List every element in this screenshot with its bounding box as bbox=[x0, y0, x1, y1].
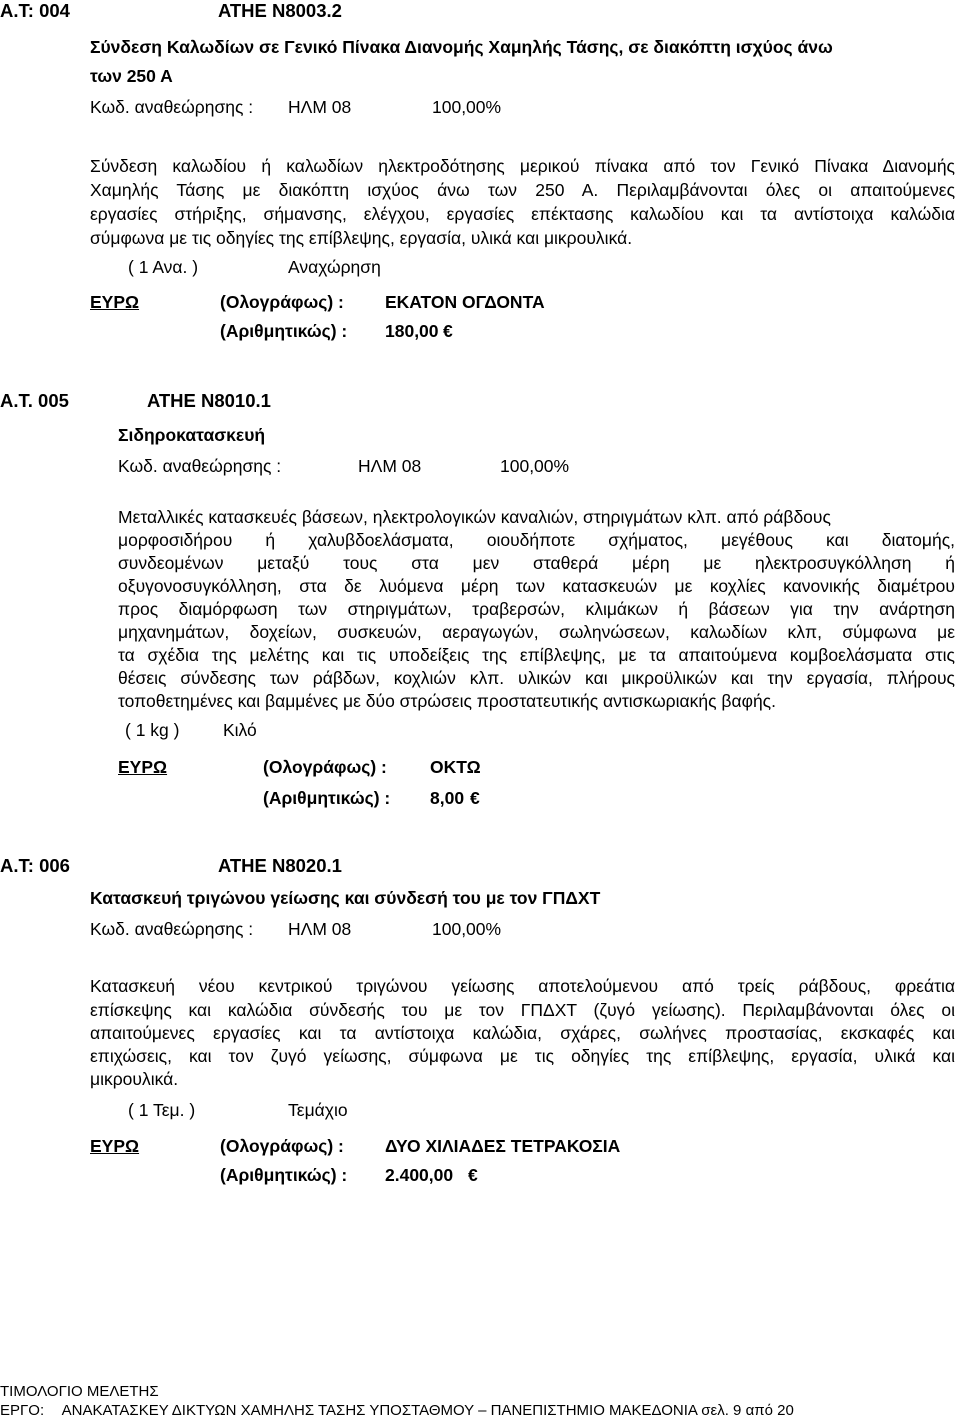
unit-name: Αναχώρηση bbox=[288, 257, 381, 277]
amount-number: 2.400,00 bbox=[385, 1165, 454, 1185]
amount-words: ΔΥΟ ΧΙΛΙΑΔΕΣ ΤΕΤΡΑΚΟΣΙΑ bbox=[385, 1136, 621, 1156]
item-title-line: των 250 Α bbox=[90, 66, 173, 86]
item-title-line: Κατασκευή τριγώνου γείωσης και σύνδεσή του με τον ΓΠΔΧΤ bbox=[90, 888, 601, 908]
currency-label: ΕΥΡΩ bbox=[118, 757, 168, 777]
description-line: Σύνδεση καλωδίου ή καλωδίων ηλεκτροδότησης μερικού πίνακα από τον Γενικό Πίνακα Διανομής bbox=[90, 156, 955, 176]
item-title-line: Σιδηροκατασκευή bbox=[118, 425, 266, 445]
description-line: Μεταλλικές κατασκευές βάσεων, ηλεκτρολογικών καναλιών, στηριγμάτων κλπ. από ράβδους bbox=[118, 507, 831, 527]
amount-words: ΕΚΑΤΟΝ ΟΓΔΟΝΤΑ bbox=[385, 292, 545, 312]
currency-label: ΕΥΡΩ bbox=[90, 292, 140, 312]
item-code: ΑΤΗΕ Ν8010.1 bbox=[147, 390, 271, 411]
amount-words-label: (Ολογράφως) : bbox=[220, 292, 344, 312]
unit-name: Τεμάχιο bbox=[288, 1100, 348, 1120]
description-line: τοποθετημένες και βαμμένες με δύο στρώσεις προστατευτικής αντισκωριακής βαφής. bbox=[118, 691, 776, 711]
footer-document-title: ΤΙΜΟΛΟΓΙΟ ΜΕΛΕΤΗΣ bbox=[0, 1383, 159, 1400]
footer-project-line bbox=[0, 1402, 794, 1419]
description-line: Χαμηλής Τάσης με διακόπτη ισχύος άνω των 250 Α. Περιλαμβάνονται όλες οι απαιτούμενες bbox=[90, 180, 955, 200]
amount-number: 180,00 bbox=[385, 321, 439, 341]
revision-label: Κωδ. αναθεώρησης : bbox=[90, 97, 254, 117]
revision-percent: 100,00% bbox=[432, 919, 502, 939]
amount-number-label: (Αριθμητικώς) : bbox=[263, 788, 391, 808]
description-line: μηχανημάτων, δοχείων, συσκευών, αεραγωγών, σωληνώσεων, καλωδίων κλπ, σύμφωνα με bbox=[118, 622, 955, 642]
revision-code: ΗΛΜ 08 bbox=[288, 97, 352, 117]
description-line: απαιτούμενες εργασίες και τα αντίστοιχα καλώδια, σχάρες, σωλήνες προστασίας, εκσκαφές και bbox=[90, 1023, 955, 1043]
amount-words-label: (Ολογράφως) : bbox=[220, 1136, 344, 1156]
item-title-line: Σύνδεση Καλωδίων σε Γενικό Πίνακα Διανομής Χαμηλής Τάσης, σε διακόπτη ισχύος άνω bbox=[90, 37, 833, 57]
description-line: εργασίες στήριξης, σήμανσης, ελέγχου, εργασίες επέκτασης καλωδίου και τα αντίστοιχα καλώδια bbox=[90, 204, 955, 224]
description-line: τα σχέδια της μελέτης και τις υποδείξεις της επίβλεψης, με τα απαιτούμενα κομβοελάσματα στις bbox=[118, 645, 955, 665]
footer-dash: – bbox=[478, 1402, 487, 1419]
amount-number-label: (Αριθμητικώς) : bbox=[220, 321, 348, 341]
description-line: προς διαμόρφωση των στηριγμάτων, τραβερσών, κλιμάκων ή βάσεων για την ανάρτηση bbox=[118, 599, 955, 619]
unit: ( 1 Ανα. ) bbox=[128, 257, 199, 277]
unit-name: Κιλό bbox=[223, 720, 257, 740]
description-line: Κατασκευή νέου κεντρικού τριγώνου γείωσης αποτελούμενου από τρείς ράβδους, φρεάτια bbox=[90, 976, 955, 996]
unit: ( 1 kg ) bbox=[125, 720, 180, 740]
description-line: σύμφωνα με τις οδηγίες της επίβλεψης, εργασία, υλικά και μικρουλικά. bbox=[90, 228, 633, 248]
description-line: οξυγονοσυγκόλληση, στα δε λυόμενα μέρη των κατασκευών με κοχλίες κανονικής διαμέτρου bbox=[118, 576, 955, 596]
euro-sign: € bbox=[470, 788, 480, 808]
amount-words-label: (Ολογράφως) : bbox=[263, 757, 387, 777]
description-line: θέσεις σύνδεσης των ράβδων, κοχλιών κλπ. υλικών και μικροϋλικών και την εργασία, πλήρους bbox=[118, 668, 955, 688]
unit: ( 1 Τεμ. ) bbox=[128, 1100, 196, 1120]
description-line: επίσκεψης και καλώδια σύνδεσής του με τον ΓΠΔΧΤ (ζυγό γείωσης). Περιλαμβάνονται όλες οι bbox=[90, 1000, 955, 1020]
description-line: συνδεομένων μεταξύ τους στα μεν σταθερά μέρη με ηλεκτροσυγκόλληση ή bbox=[118, 553, 955, 573]
footer-project-name: ΑΝΑΚΑΤΑΣΚΕΥ ΔΙΚΤΥΩΝ ΧΑΜΗΛΗΣ ΤΑΣΗΣ ΥΠΟΣΤΑΘΜΟΥ bbox=[61, 1402, 474, 1419]
amount-words: ΟΚΤΩ bbox=[430, 757, 481, 777]
amount-number: 8,00 bbox=[430, 788, 465, 808]
item-code-label: Α.Τ: 004 bbox=[0, 0, 70, 21]
revision-label: Κωδ. αναθεώρησης : bbox=[118, 456, 282, 476]
revision-code: ΗΛΜ 08 bbox=[358, 456, 422, 476]
euro-sign: € bbox=[468, 1165, 478, 1185]
item-code: ΑΤΗΕ Ν8020.1 bbox=[218, 855, 342, 876]
item-code: ΑΤΗΕ Ν8003.2 bbox=[218, 0, 342, 21]
item-code-label: Α.Τ. 005 bbox=[0, 390, 69, 411]
footer-project-prefix: ΕΡΓΟ: bbox=[0, 1402, 45, 1419]
euro-sign: € bbox=[443, 321, 453, 341]
amount-number-label: (Αριθμητικώς) : bbox=[220, 1165, 348, 1185]
footer-university: ΠΑΝΕΠΙΣΤΗΜΙΟ ΜΑΚΕΔΟΝΙΑ bbox=[490, 1402, 698, 1419]
revision-percent: 100,00% bbox=[432, 97, 502, 117]
description-line: επιχώσεις, και τον ζυγό γείωσης, σύμφωνα με τις οδηγίες της επίβλεψης, εργασία, υλικά και bbox=[90, 1046, 955, 1066]
footer-page-number: σελ. 9 από 20 bbox=[701, 1402, 794, 1419]
description-line: μορφοσιδήρου ή χαλυβδοελάσματα, οιουδήποτε σχήματος, μεγέθους και διατομής, bbox=[118, 530, 955, 550]
currency-label: ΕΥΡΩ bbox=[90, 1136, 140, 1156]
revision-label: Κωδ. αναθεώρησης : bbox=[90, 919, 254, 939]
revision-percent: 100,00% bbox=[500, 456, 570, 476]
description-line: μικρουλικά. bbox=[90, 1069, 179, 1089]
revision-code: ΗΛΜ 08 bbox=[288, 919, 352, 939]
item-code-label: Α.Τ: 006 bbox=[0, 855, 70, 876]
